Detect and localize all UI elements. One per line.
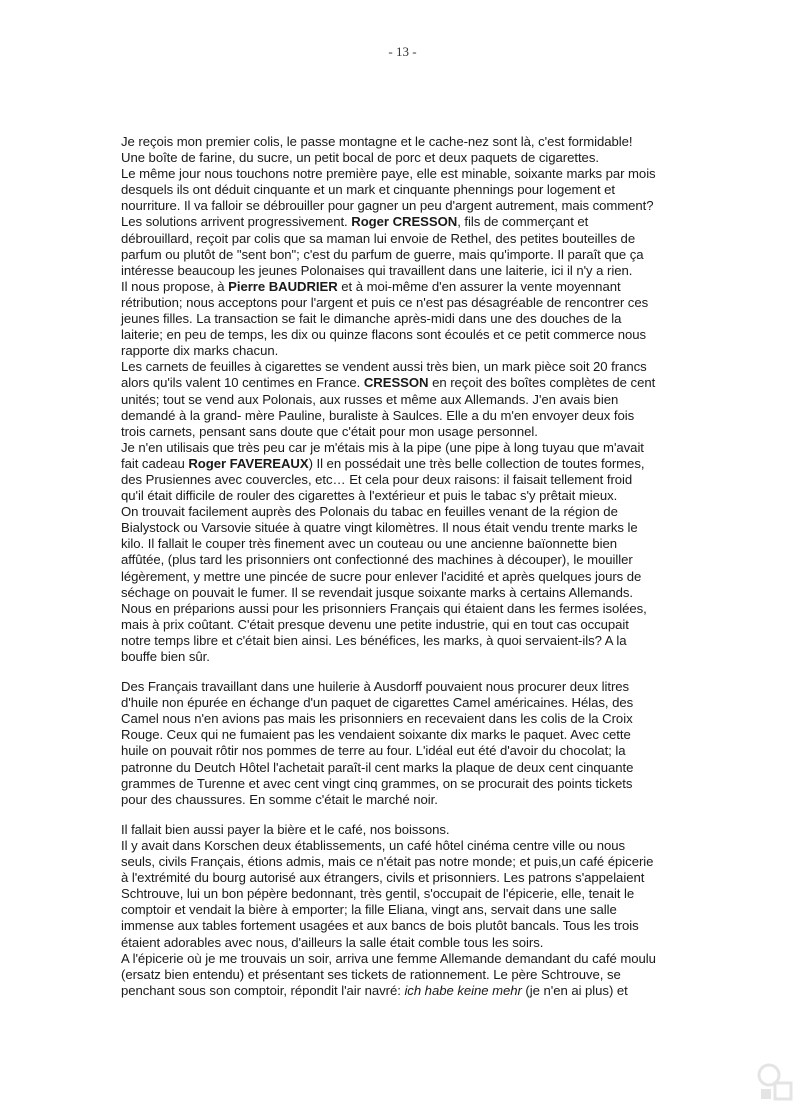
text-run: nourriture. Il va falloir se débrouiller pour gagner un peu d'argent autrement, mais comment? [121,198,654,214]
text-run: grammes de Turenne et avec cent vingt cinq grammes, on se procurait des points tickets [121,775,633,791]
text-line [121,520,687,536]
text-run: jeunes filles. La transaction se fait le dimanche après-midi dans une des douches de la [121,311,622,327]
text-line [121,392,687,408]
text-line [121,935,687,951]
text-line [121,679,687,695]
text-line [121,456,687,472]
foreign-phrase: ich habe keine mehr [404,982,522,998]
text-line [121,918,687,934]
text-run: rapporte dix marks chacun. [121,343,279,359]
person-name: Roger CRESSON [351,214,458,230]
text-run: Bialystock ou Varsovie située à quatre vingt kilomètres. Il nous était vendu trente marks le [121,520,638,536]
paragraph-gap [121,808,687,822]
text-run: parfum ou plutôt de "sent bon"; c'est du parfum de guerre, mais qu'importe. Il paraît que ça [121,246,644,262]
text-line [121,198,687,214]
text-line [121,440,687,456]
text-run: desquels ils ont déduit cinquante et un mark et cinquante phennings pour logement et [121,182,616,198]
text-line [121,182,687,198]
text-line [121,343,687,359]
text-run: des Prusiennes avec couvercles, etc… Et cela pour deux raisons: il faisait tellement froid [121,471,633,487]
text-run: mais à prix coûtant. C'était presque devenu une petite industrie, qui en tout cas occupait [121,616,629,632]
text-line [121,552,687,568]
text-run: penchant sous son comptoir, répondit l'air navré: [121,982,405,998]
text-line [121,649,687,665]
text-run: notre temps libre et c'était bien ainsi. Les bénéfices, les marks, à quoi servaient-ils? A la [121,632,627,648]
text-run: Le même jour nous touchons notre première paye, elle est minable, soixante marks par mois [121,166,656,182]
text-run: Les solutions arrivent progressivement. [121,214,352,230]
text-run: séchage on pouvait le fumer. Il se revendait jusque soixante marks à certains Allemands. [121,584,634,600]
text-run: A l'épicerie où je me trouvais un soir, arriva une femme Allemande demandant du café moulu [121,950,656,966]
text-line [121,967,687,983]
text-run: (ersatz bien entendu) et présentant ses tickets de rationnement. Le père Schtrouve, se [121,966,621,982]
text-line [121,951,687,967]
text-run: Je reçois mon premier colis, le passe montagne et le cache-nez sont là, c'est formidable! [121,134,633,149]
text-line [121,311,687,327]
paragraph-gap [121,665,687,679]
text-run: affûtée, (plus tard les prisonniers ont confectionné des machines à découper), le mouiller [121,552,633,568]
text-run: d'huile non épurée en échange d'un paquet de cigarettes Camel américaines. Hélas, des [121,695,634,711]
text-run: kilo. Il fallait le couper très finement avec un couteau ou une ancienne baïonnette bien [121,536,618,552]
text-run: On trouvait facilement auprès des Polonais du tabac en feuilles venant de la région de [121,504,618,520]
text-run: pour des chaussures. En somme c'était le marché noir. [121,791,438,807]
text-run: Il fallait bien aussi payer la bière et le café, nos boissons. [121,821,450,837]
text-run: laiterie; en peu de temps, les dix ou quinze flacons sont écoulés et ce petit commerce nous [121,327,647,343]
text-run: à l'extrémité du bourg autorisé aux étrangers, civils et prisonniers. Les patrons s'appelaient [121,870,645,886]
text-line [121,295,687,311]
text-run: Les carnets de feuilles à cigarettes se vendent aussi très bien, un mark pièce soit 20 francs [121,359,647,375]
person-name: Roger FAVEREAUX [188,455,309,471]
text-run: , fils de commerçant et [457,214,589,230]
text-line [121,166,687,182]
text-run: légèrement, y mettre une pincée de sucre pour enlever l'acidité et après quelques jours de [121,568,642,584]
text-line [121,711,687,727]
text-run: demandé à la grand- mère Pauline, buraliste à Saulces. Elle a du m'en envoyer deux fois [121,407,635,423]
page-number: - 13 - [388,44,417,59]
text-run: ) Il en possédait une très belle collection de toutes formes, [308,455,645,471]
person-name: CRESSON [363,375,429,391]
text-run: immense aux tables fortement usagées et aux bancs de bois plutôt bancals. Tous les trois [121,918,639,934]
text-line [121,792,687,808]
text-line [121,695,687,711]
text-run: et à moi-même d'en assurer la vente moyennant [337,278,621,294]
text-line [121,585,687,601]
text-line [121,504,687,520]
text-run: seuls, civils Français, étions admis, mais ce n'était pas notre monde; et puis,un café épicerie [121,854,654,870]
text-line [121,601,687,617]
text-line [121,633,687,649]
text-line [121,886,687,902]
text-line [121,854,687,870]
text-line [121,569,687,585]
text-line [121,231,687,247]
text-line [121,359,687,375]
text-line [121,263,687,279]
text-line [121,134,687,150]
text-line [121,870,687,886]
text-line [121,472,687,488]
text-run: trois carnets, pensant sans doute que c'était pour mon usage personnel. [121,423,538,439]
text-line [121,822,687,838]
text-run: étaient adorables avec nous, d'ailleurs la salle était comble tous les soirs. [121,934,544,950]
text-line [121,902,687,918]
text-line [121,424,687,440]
text-run: qu'il était difficile de rouler des cigarettes à l'extérieur et puis le tabac s'y prêtait mieux. [121,488,618,504]
text-run: Des Français travaillant dans une huilerie à Ausdorff pouvaient nous procurer deux litres [121,679,630,695]
text-run: Je n'en utilisais que très peu car je m'étais mis à la pipe (une pipe à long tuyau que m'avait [121,439,644,455]
text-run: huile on pouvait rôtir nos pommes de terre au four. L'idéal eut été d'avoir du chocolat; la [121,743,626,759]
text-line [121,617,687,633]
body-text [121,134,687,999]
text-run: alors qu'ils valent 10 centimes en France. [121,375,364,391]
text-run: unités; tout se vend aux Polonais, aux russes et même aux Allemands. J'en avais bien [121,391,619,407]
text-run: Une boîte de farine, du sucre, un petit bocal de porc et deux paquets de cigarettes. [121,150,599,166]
text-line [121,983,687,999]
text-line [121,408,687,424]
text-line [121,214,687,230]
text-run: (je n'en ai plus) et [521,982,628,998]
text-run: comptoir et vendait la bière à emporter; la fille Eliana, vingt ans, servait dans une salle [121,902,617,918]
text-line [121,150,687,166]
text-run: Schtrouve, lui un bon pépère bedonnant, très gentil, s'occupait de l'épicerie, elle, tenait le [121,886,635,902]
text-run: patronne du Deutch Hôtel l'achetait paraît-il cent marks la plaque de deux cent cinquante [121,759,634,775]
text-run: en reçoit des boîtes complètes de cent [428,375,656,391]
text-line [121,760,687,776]
text-run: Rouge. Ceux qui ne fumaient pas les vendaient soixante dix marks le paquet. Avec cette [121,727,631,743]
text-run: intéresse beaucoup les jeunes Polonaises qui travaillent dans une laiterie, ici il n'y a rien. [121,262,633,278]
text-run: Il y avait dans Korschen deux établissements, un café hôtel cinéma centre ville ou nous [121,837,626,853]
person-name: Pierre BAUDRIER [228,278,338,294]
text-line [121,838,687,854]
text-run: Il nous propose, à [121,278,229,294]
text-run: bouffe bien sûr. [121,649,210,664]
text-line [121,536,687,552]
text-line [121,776,687,792]
text-run: fait cadeau [121,455,189,471]
text-line [121,327,687,343]
text-line [121,247,687,263]
text-run: débrouillard, reçoit par colis que sa maman lui envoie de Rethel, des petites bouteilles de [121,230,636,246]
text-run: Camel nous n'en avions pas mais les prisonniers en recevaient dans les colis de la Croix [121,711,633,727]
text-run: Nous en préparions aussi pour les prisonniers Français qui étaient dans les fermes isolées, [121,600,647,616]
text-line [121,279,687,295]
text-line [121,743,687,759]
text-run: rétribution; nous acceptons pour l'argent et puis ce n'est pas désagréable de rencontrer ces [121,294,649,310]
text-line [121,727,687,743]
library-watermark-icon [755,1061,795,1103]
text-line [121,375,687,391]
text-line [121,488,687,504]
